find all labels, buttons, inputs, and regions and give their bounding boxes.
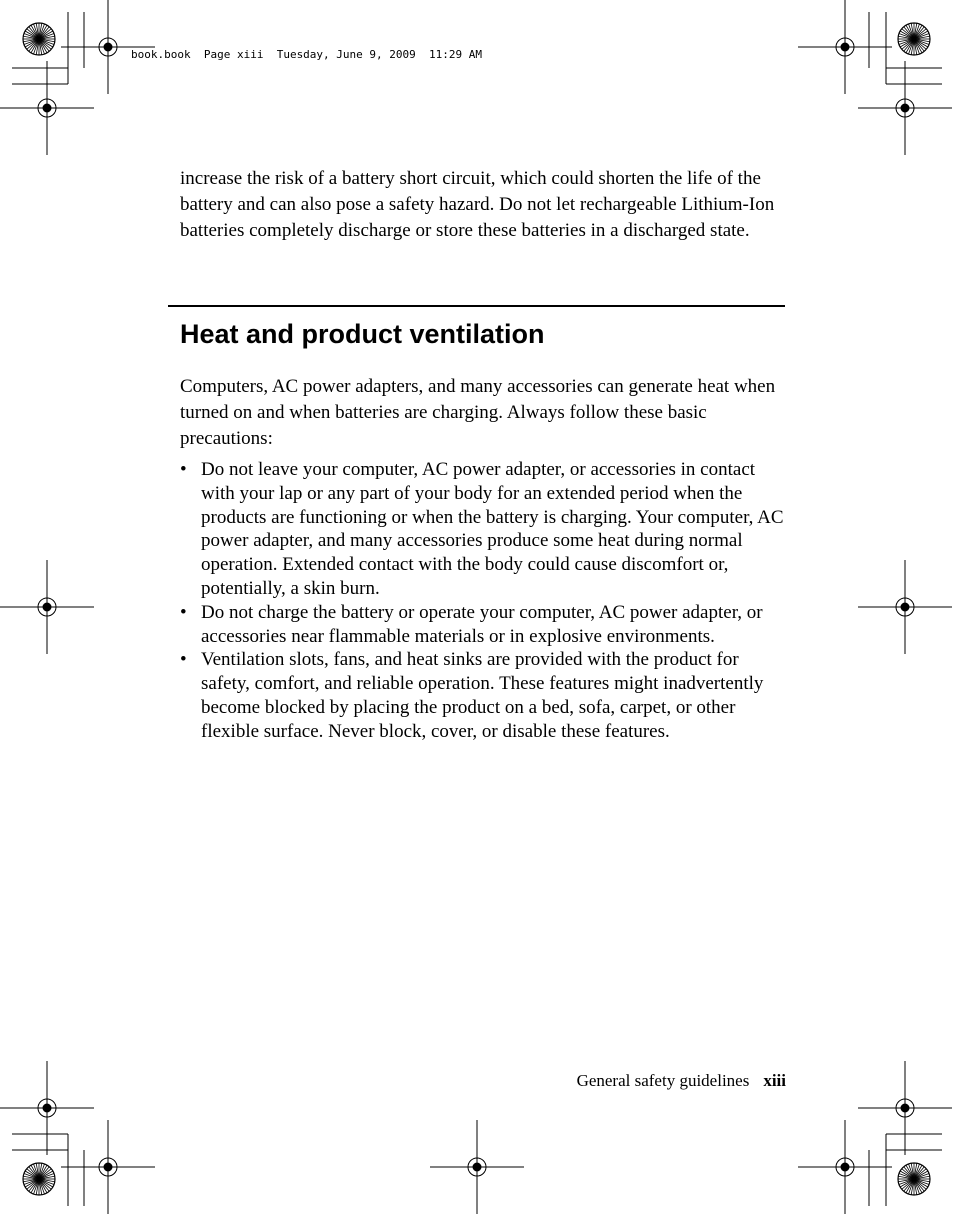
section-heading: Heat and product ventilation — [180, 319, 545, 349]
list-item — [180, 648, 786, 743]
bullet-icon: • — [180, 601, 187, 623]
starburst-target-icon — [898, 23, 930, 55]
registration-target-icon — [858, 61, 952, 155]
section-rule — [168, 305, 785, 307]
bullet-icon: • — [180, 649, 187, 671]
starburst-target-icon — [23, 1163, 55, 1195]
bullet-icon: • — [180, 459, 187, 480]
list-item-text: Do not charge the battery or operate your computer, AC power adapter, or accessories near flammable materials or in explosive environments. — [201, 601, 763, 647]
continuation-paragraph: increase the risk of a battery short circuit, which could shorten the life of the battery and can also pose a safety hazard. Do not let rechargeable Lithium-Ion batteries completely discharge or store these batteries in a discharged state. — [180, 168, 775, 241]
registration-target-icon — [61, 1120, 155, 1214]
crop-mark-bottom-left — [12, 1134, 84, 1206]
registration-target-icon — [798, 0, 892, 94]
precautions-list — [180, 458, 786, 744]
continuation-block — [180, 166, 786, 244]
list-item-text: Do not leave your computer, AC power adapter, or accessories in contact with your lap or any part of your body for an extended period when the products are functioning or when the battery is charging. Your computer, AC power adapter, and many accessories produce some heat during normal operation. Extended contact with the body could cause discomfort or, potentially, a skin burn. — [201, 459, 784, 599]
list-item-text: Ventilation slots, fans, and heat sinks are provided with the product for safety, comfort, and reliable operation. These features might inadvertently become blocked by placing the product on a bed, sofa, carpet, or other flexible surface. Never block, cover, or disable these features. — [201, 649, 764, 742]
registration-target-icon — [430, 1120, 524, 1214]
list-item — [180, 458, 786, 601]
page-number: xiii — [763, 1071, 786, 1090]
starburst-target-icon — [898, 1163, 930, 1195]
registration-target-icon — [858, 1061, 952, 1155]
section-intro: Computers, AC power adapters, and many accessories can generate heat when turned on and when batteries are charging. Always follow these basic precautions: — [180, 376, 776, 449]
list-item — [180, 601, 786, 649]
registration-target-icon — [858, 560, 952, 654]
crop-mark-top-left — [12, 12, 84, 84]
registration-target-icon — [0, 1061, 94, 1155]
print-slug: book.book Page xiii Tuesday, June 9, 2009 11:29 AM — [131, 48, 482, 61]
registration-target-icon — [0, 560, 94, 654]
footer-section-name: General safety guidelines — [576, 1071, 750, 1090]
registration-target-icon — [61, 0, 155, 94]
starburst-target-icon — [23, 23, 55, 55]
registration-target-icon — [0, 61, 94, 155]
page-footer — [577, 1069, 786, 1093]
registration-target-icon — [798, 1120, 892, 1214]
